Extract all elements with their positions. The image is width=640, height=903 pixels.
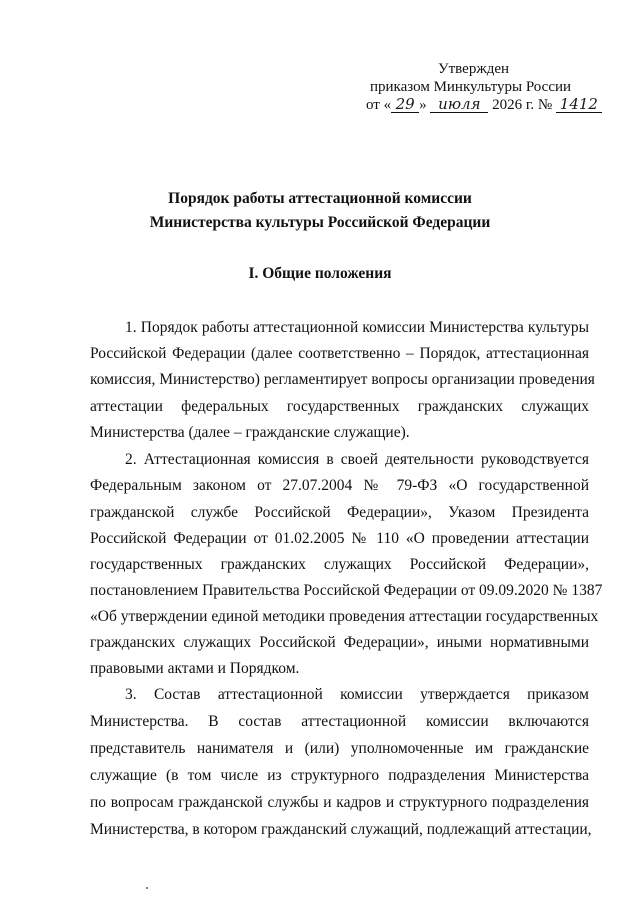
document-title-line-2: Министерства культуры Российской Федерации: [149, 214, 491, 231]
paragraph-1-line: аттестации федеральных государственных гражданских служащих: [90, 398, 589, 415]
date-mid: »: [419, 97, 427, 113]
paragraph-3-line: Министерства, в котором гражданский служащий, подлежащий аттестации,: [90, 821, 592, 838]
paragraph-3-line: по вопросам гражданской службы и кадров и структурного подразделения: [90, 794, 589, 811]
handwritten-order-number: 1412: [556, 96, 602, 113]
paragraph-2-line: правовыми актами и Порядком.: [90, 660, 300, 677]
paragraph-1-line: Российской Федерации (далее соответственно – Порядок, аттестационная: [90, 345, 589, 362]
paragraph-3-line: представитель нанимателя и (или) уполномоченные им гражданские: [90, 740, 589, 757]
paragraph-2-line: государственных гражданских служащих Российской Федерации»,: [90, 556, 589, 573]
paragraph-3-line: Министерства. В состав аттестационной комиссии включаются: [90, 713, 589, 730]
handwritten-day: 29: [391, 96, 419, 113]
date-year-text: 2026 г. №: [492, 97, 553, 113]
approval-line-approved: Утвержден: [438, 61, 510, 77]
paragraph-3-line: служащие (в том числе из структурного подразделения Министерства: [90, 767, 589, 784]
document-title-line-1: Порядок работы аттестационной комиссии: [168, 190, 472, 207]
paragraph-1-line: 1. Порядок работы аттестационной комиссии Министерства культуры: [125, 319, 589, 336]
paragraph-2-line: Федеральным законом от 27.07.2004 № 79-ФЗ «О государственной: [90, 477, 589, 494]
paragraph-1-line: комиссия, Министерство) регламентирует вопросы организации проведения: [90, 371, 595, 388]
paragraph-3-line: 3. Состав аттестационной комиссии утверждается приказом: [125, 686, 589, 703]
scan-speck: [146, 887, 148, 889]
paragraph-2-line: гражданской службе Российской Федерации», Указом Президента: [90, 504, 589, 521]
handwritten-month: июля: [430, 96, 488, 113]
date-prefix: от «: [366, 97, 392, 113]
paragraph-2-line: 2. Аттестационная комиссия в своей деятельности руководствуется: [125, 451, 589, 468]
paragraph-2-line: «Об утверждении единой методики проведения аттестации государственных: [90, 608, 599, 625]
approval-line-date: [366, 96, 602, 114]
paragraph-2-line: постановлением Правительства Российской Федерации от 09.09.2020 № 1387: [90, 582, 603, 599]
paragraph-1-line: Министерства (далее – гражданские служащие).: [90, 424, 410, 441]
paragraph-2-line: Российской Федерации от 01.02.2005 № 110 «О проведении аттестации: [90, 530, 589, 547]
paragraph-2-line: гражданских служащих Российской Федерации», иными нормативными: [90, 634, 589, 651]
approval-line-order: приказом Минкультуры России: [370, 79, 572, 95]
section-heading: I. Общие положения: [248, 265, 392, 282]
